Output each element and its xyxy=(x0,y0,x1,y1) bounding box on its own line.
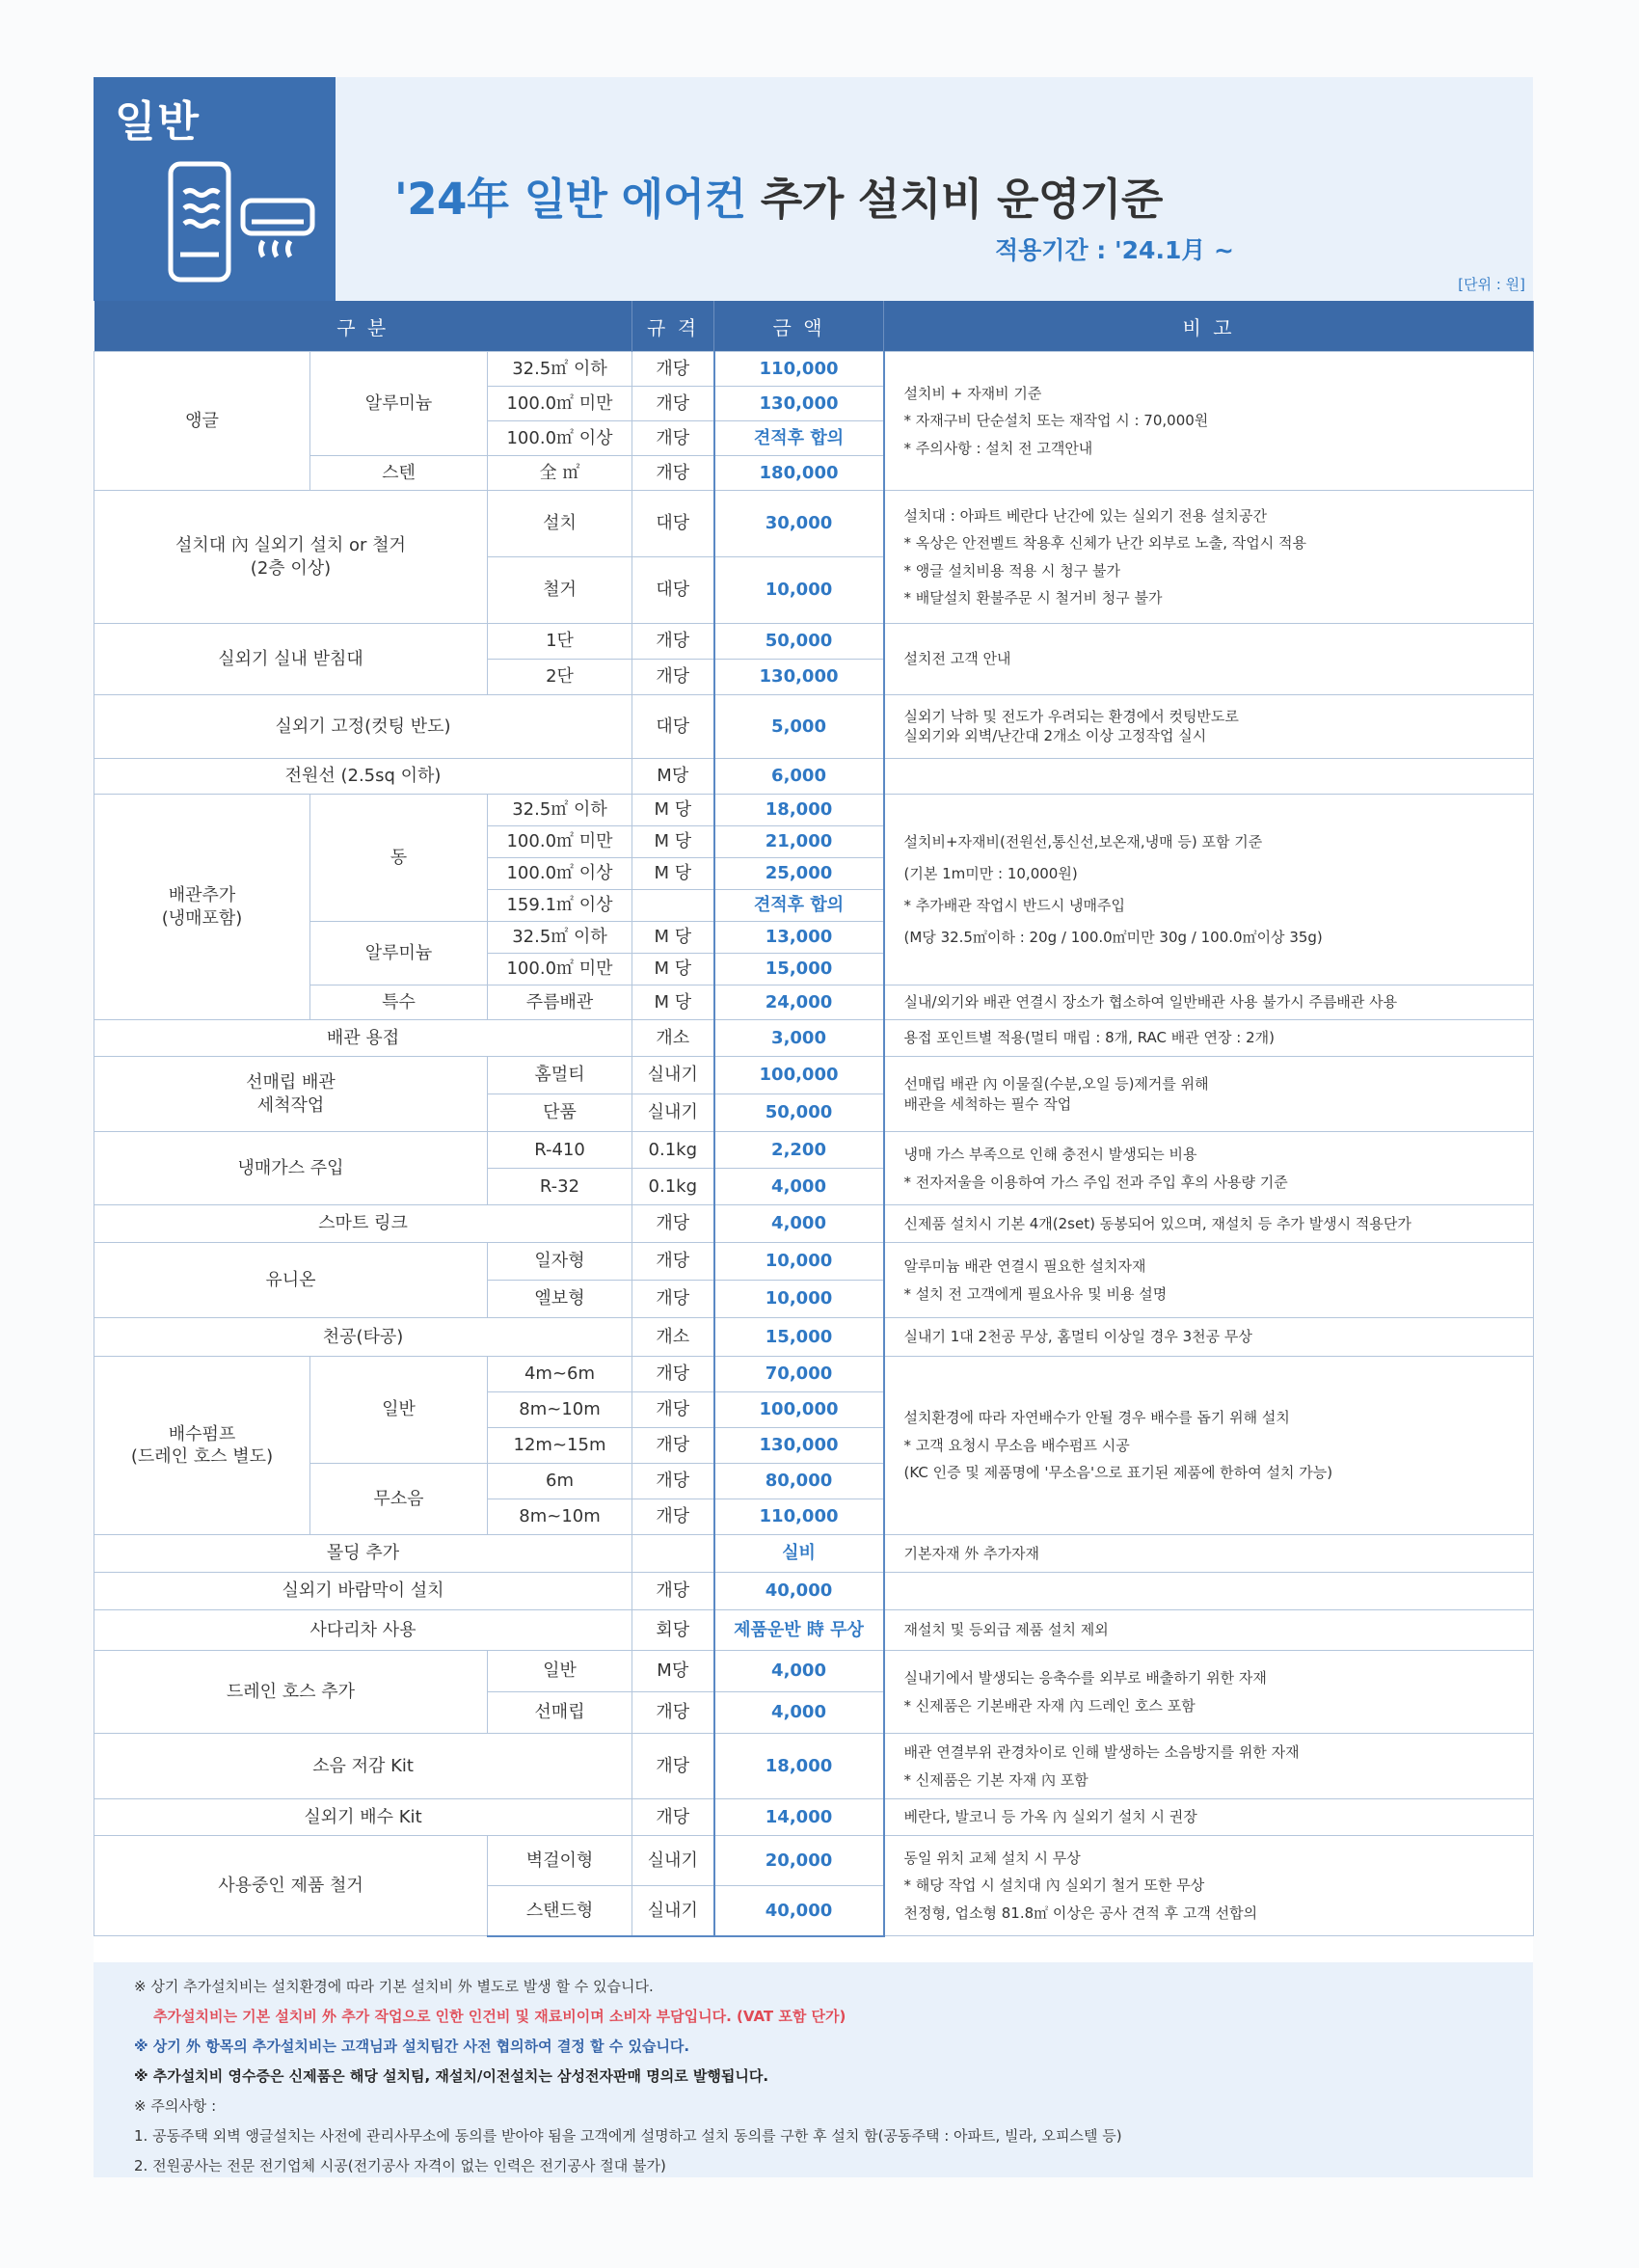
amount-cell: 100,000 xyxy=(714,1057,884,1094)
remarks-cell xyxy=(884,795,1534,986)
amount-cell: 130,000 xyxy=(714,387,884,421)
amount-cell: 견적후 합의 xyxy=(714,890,884,922)
category-line: 선매립 배관 xyxy=(246,1072,336,1094)
amount-cell: 15,000 xyxy=(714,1318,884,1357)
column-header-spec: 규 격 xyxy=(632,301,714,352)
title-rest: 추가 설치비 운영기준 xyxy=(760,174,1163,225)
subcategory-cell: 일반 xyxy=(310,1357,488,1464)
spec-cell: M 당 xyxy=(632,954,714,986)
fee-table xyxy=(94,301,1534,1937)
table-row xyxy=(94,695,1534,759)
air-conditioner-icon xyxy=(243,201,312,256)
subcategory-cell: 알루미늄 xyxy=(310,352,488,456)
item-cell: R-32 xyxy=(488,1169,632,1205)
amount-cell: 10,000 xyxy=(714,1281,884,1318)
spec-cell: 실내기 xyxy=(632,1836,714,1886)
amount-cell: 제품운반 時 무상 xyxy=(714,1610,884,1651)
table-row xyxy=(94,1318,1534,1357)
amount-cell: 110,000 xyxy=(714,1499,884,1535)
remark-line: 냉매 가스 부족으로 인해 충전시 발생되는 비용 xyxy=(903,1146,1197,1163)
size-cell: 32.5㎡ 이하 xyxy=(488,795,632,826)
table-row xyxy=(94,1573,1534,1610)
remark-line: 설치환경에 따라 자연배수가 안될 경우 배수를 돕기 위해 설치 xyxy=(903,1409,1290,1427)
table-row xyxy=(94,1057,1534,1094)
spec-cell: M 당 xyxy=(632,922,714,954)
category-cell: 실외기 바람막이 설치 xyxy=(94,1573,632,1610)
spec-cell: M 당 xyxy=(632,986,714,1020)
item-cell: 철거 xyxy=(488,557,632,624)
spec-cell: 대당 xyxy=(632,491,714,557)
amount-cell: 13,000 xyxy=(714,922,884,954)
remark-line: 동일 위치 교체 설치 시 무상 xyxy=(903,1849,1081,1867)
category-cell: 배관 용접 xyxy=(94,1020,632,1057)
amount-cell: 180,000 xyxy=(714,456,884,491)
amount-cell: 18,000 xyxy=(714,795,884,826)
category-cell: 천공(타공) xyxy=(94,1318,632,1357)
spec-cell: 회당 xyxy=(632,1610,714,1651)
subcategory-cell: 무소음 xyxy=(310,1464,488,1535)
item-cell: 1단 xyxy=(488,624,632,660)
amount-cell: 110,000 xyxy=(714,352,884,387)
spec-cell: 개당 xyxy=(632,1799,714,1836)
category-cell: 전원선 (2.5sq 이하) xyxy=(94,759,632,795)
item-cell: 선매립 xyxy=(488,1692,632,1734)
remark-line: * 해당 작업 시 설치대 內 실외기 철거 또한 무상 xyxy=(903,1876,1205,1895)
amount-cell: 견적후 합의 xyxy=(714,421,884,456)
spec-cell: 개소 xyxy=(632,1318,714,1357)
amount-cell: 10,000 xyxy=(714,557,884,624)
amount-cell: 10,000 xyxy=(714,1243,884,1281)
category-cell: 실외기 고정(컷팅 반도) xyxy=(94,695,632,759)
category-cell xyxy=(94,795,310,1020)
spec-cell: M 당 xyxy=(632,826,714,858)
size-cell: 주름배관 xyxy=(488,986,632,1020)
title-year: '24年 xyxy=(394,174,510,225)
item-cell: 스탠드형 xyxy=(488,1886,632,1936)
spec-cell xyxy=(632,1535,714,1573)
amount-cell: 20,000 xyxy=(714,1836,884,1886)
column-header-amount: 금 액 xyxy=(714,301,884,352)
amount-cell: 4,000 xyxy=(714,1169,884,1205)
footnote: ※ 상기 추가설치비는 설치환경에 따라 기본 설치비 外 별도로 발생 할 수 있습니다. xyxy=(134,1978,654,1995)
remarks-cell: 재설치 및 등외급 제품 설치 제외 xyxy=(884,1610,1534,1651)
spec-cell: 대당 xyxy=(632,695,714,759)
spec-cell: 개당 xyxy=(632,1573,714,1610)
remark-line: * 신제품은 기본배관 자재 內 드레인 호스 포함 xyxy=(903,1696,1196,1714)
category-line: 배수펌프 xyxy=(168,1423,236,1444)
header xyxy=(94,77,1533,301)
spec-cell: 개당 xyxy=(632,1464,714,1499)
remarks-cell: 용접 포인트별 적용(멀티 매립 : 8개, RAC 배관 연장 : 2개) xyxy=(884,1020,1534,1057)
table-row xyxy=(94,491,1534,557)
spec-cell: M 당 xyxy=(632,795,714,826)
spec-cell: 개당 xyxy=(632,387,714,421)
item-cell: 벽걸이형 xyxy=(488,1836,632,1886)
size-cell: 159.1㎡ 이상 xyxy=(488,890,632,922)
amount-cell: 30,000 xyxy=(714,491,884,557)
category-line: (드레인 호스 별도) xyxy=(130,1446,274,1467)
remark-line: 알루미늄 배관 연결시 필요한 설치자재 xyxy=(903,1257,1146,1275)
remarks-cell xyxy=(884,491,1534,624)
amount-cell: 4,000 xyxy=(714,1651,884,1692)
size-cell: 32.5㎡ 이하 xyxy=(488,352,632,387)
remark-line: * 전자저울을 이용하여 가스 주입 전과 주입 후의 사용량 기준 xyxy=(903,1173,1288,1191)
spec-cell: 0.1kg xyxy=(632,1132,714,1169)
category-cell: 유니온 xyxy=(94,1243,488,1318)
footnote-bold: ※ 추가설치비 영수증은 신제품은 해당 설치팀, 재설치/이전설치는 삼성전자판매 명의로 발행됩니다. xyxy=(134,2067,769,2085)
spec-cell: 실내기 xyxy=(632,1057,714,1094)
category-cell: 드레인 호스 추가 xyxy=(94,1651,488,1734)
amount-cell: 100,000 xyxy=(714,1392,884,1428)
footnote: ※ 주의사항 : xyxy=(134,2097,217,2115)
remarks-cell xyxy=(884,1734,1534,1799)
amount-cell: 2,200 xyxy=(714,1132,884,1169)
remarks-cell xyxy=(884,1243,1534,1318)
remark-line: 실내기에서 발생되는 응축수를 외부로 배출하기 위한 자재 xyxy=(903,1669,1267,1687)
amount-cell: 6,000 xyxy=(714,759,884,795)
unit-label: [단위 : 원] xyxy=(1458,276,1525,293)
spec-cell: M당 xyxy=(632,759,714,795)
amount-cell: 25,000 xyxy=(714,858,884,890)
table-row xyxy=(94,1836,1534,1886)
table-row xyxy=(94,624,1534,660)
remarks-cell: 베란다, 발코니 등 가옥 內 실외기 설치 시 권장 xyxy=(884,1799,1534,1836)
table-row xyxy=(94,1020,1534,1057)
spec-cell: 개당 xyxy=(632,1428,714,1464)
remark-line: 설치비+자재비(전원선,통신선,보온재,냉매 등) 포함 기준 xyxy=(903,832,1263,850)
subcategory-cell: 동 xyxy=(310,795,488,922)
table-row xyxy=(94,352,1534,387)
size-cell: 100.0㎡ 미만 xyxy=(488,826,632,858)
size-cell: 100.0㎡ 미만 xyxy=(488,954,632,986)
spec-cell xyxy=(632,890,714,922)
table-row xyxy=(94,1243,1534,1281)
remarks-cell xyxy=(884,1132,1534,1205)
spec-cell: 개당 xyxy=(632,1281,714,1318)
remark-line: 천정형, 업소형 81.8㎡ 이상은 공사 견적 후 고객 선합의 xyxy=(903,1904,1258,1922)
amount-cell: 4,000 xyxy=(714,1205,884,1243)
size-cell: 6m xyxy=(488,1464,632,1499)
category-cell: 소음 저감 Kit xyxy=(94,1734,632,1799)
remarks-cell xyxy=(884,1573,1534,1610)
amount-cell: 실비 xyxy=(714,1535,884,1573)
amount-cell: 50,000 xyxy=(714,1094,884,1132)
spec-cell: 개당 xyxy=(632,660,714,695)
size-cell: 12m~15m xyxy=(488,1428,632,1464)
fee-table-wrap xyxy=(94,301,1533,1937)
column-header-remarks: 비 고 xyxy=(884,301,1534,352)
amount-cell: 18,000 xyxy=(714,1734,884,1799)
category-cell: 스마트 링크 xyxy=(94,1205,632,1243)
remarks-cell xyxy=(884,1651,1534,1734)
item-cell: 홈멀티 xyxy=(488,1057,632,1094)
amount-cell: 4,000 xyxy=(714,1692,884,1734)
remark-line: (기본 1m미만 : 10,000원) xyxy=(903,864,1078,882)
amount-cell: 5,000 xyxy=(714,695,884,759)
footnotes xyxy=(94,1962,1533,2177)
amount-cell: 40,000 xyxy=(714,1573,884,1610)
remark-line: * 추가배관 작업시 반드시 냉매주입 xyxy=(903,896,1125,914)
category-line: 세척작업 xyxy=(256,1094,325,1116)
category-badge xyxy=(94,77,336,301)
footnote: 1. 공동주택 외벽 앵글설치는 사전에 관리사무소에 동의를 받아야 됨을 고객에게 설명하고 설치 동의를 구한 후 설치 함(공동주택 : 아파트, 빌라, 오피스텔 등) xyxy=(134,2127,1122,2145)
item-cell: 일자형 xyxy=(488,1243,632,1281)
table-row xyxy=(94,795,1534,826)
category-cell xyxy=(94,1357,310,1535)
category-cell: 실외기 실내 받침대 xyxy=(94,624,488,695)
category-line: 설치대 內 실외기 설치 or 철거 xyxy=(175,535,406,556)
table-row xyxy=(94,1535,1534,1573)
amount-cell: 40,000 xyxy=(714,1886,884,1936)
subcategory-cell: 알루미늄 xyxy=(310,922,488,986)
category-cell: 사다리차 사용 xyxy=(94,1610,632,1651)
amount-cell: 130,000 xyxy=(714,1428,884,1464)
remarks-cell xyxy=(884,352,1534,491)
footnote: 2. 전원공사는 전문 전기업체 시공(전기공사 자격이 없는 인력은 전기공사 절대 불가) xyxy=(134,2157,666,2174)
amount-cell: 21,000 xyxy=(714,826,884,858)
remarks-cell xyxy=(884,1057,1534,1132)
table-row xyxy=(94,986,1534,1020)
air-conditioner-icons xyxy=(94,77,336,301)
table-header xyxy=(94,301,1534,352)
remarks-cell: 신제품 설치시 기본 4개(2set) 동봉되어 있으며, 재설치 등 추가 발생시 적용단가 xyxy=(884,1205,1534,1243)
category-line: 배관추가 xyxy=(168,885,236,906)
item-cell: 일반 xyxy=(488,1651,632,1692)
spec-cell: 0.1kg xyxy=(632,1169,714,1205)
table-row xyxy=(94,1651,1534,1692)
remark-line: 배관 연결부위 관경차이로 인해 발생하는 소음방지를 위한 자재 xyxy=(903,1743,1300,1761)
table-row xyxy=(94,1799,1534,1836)
spec-cell: 개당 xyxy=(632,1692,714,1734)
size-cell: 8m~10m xyxy=(488,1392,632,1428)
remark-line: * 앵글 설치비용 적용 시 청구 불가 xyxy=(903,561,1120,580)
remark-line: * 주의사항 : 설치 전 고객안내 xyxy=(903,439,1093,457)
remark-line: 실외기와 외벽/난간대 2개소 이상 고정작업 실시 xyxy=(903,726,1207,744)
spec-cell: 실내기 xyxy=(632,1886,714,1936)
spec-cell: 개당 xyxy=(632,352,714,387)
applicable-period: 적용기간 : '24.1月 ~ xyxy=(995,236,1234,264)
spec-cell: 개소 xyxy=(632,1020,714,1057)
size-cell: 100.0㎡ 이상 xyxy=(488,421,632,456)
spec-cell: 실내기 xyxy=(632,1094,714,1132)
remark-line: * 설치 전 고객에게 필요사유 및 비용 설명 xyxy=(903,1284,1168,1303)
spec-cell: 개당 xyxy=(632,1357,714,1392)
table-row xyxy=(94,1734,1534,1799)
category-cell xyxy=(94,1057,488,1132)
size-cell: 100.0㎡ 미만 xyxy=(488,387,632,421)
remarks-cell xyxy=(884,1357,1534,1535)
table-row xyxy=(94,759,1534,795)
category-cell xyxy=(94,491,488,624)
item-cell: 2단 xyxy=(488,660,632,695)
amount-cell: 80,000 xyxy=(714,1464,884,1499)
table-row xyxy=(94,1205,1534,1243)
spec-cell: 개당 xyxy=(632,1734,714,1799)
page-title xyxy=(394,164,1163,227)
table-row xyxy=(94,1610,1534,1651)
spec-cell: 개당 xyxy=(632,1499,714,1535)
remark-line: 실외기 낙하 및 전도가 우려되는 환경에서 컷팅반도로 xyxy=(903,708,1239,725)
remarks-cell xyxy=(884,695,1534,759)
amount-cell: 24,000 xyxy=(714,986,884,1020)
amount-cell: 15,000 xyxy=(714,954,884,986)
subcategory-cell: 특수 xyxy=(310,986,488,1020)
remark-line: * 신제품은 기본 자재 內 포함 xyxy=(903,1770,1088,1789)
category-cell: 실외기 배수 Kit xyxy=(94,1799,632,1836)
title-highlight: 일반 에어컨 xyxy=(524,174,746,225)
remark-line: 선매립 배관 內 이물질(수분,오일 등)제거를 위해 xyxy=(903,1074,1209,1093)
remarks-cell xyxy=(884,759,1534,795)
category-line: (2층 이상) xyxy=(250,557,332,579)
size-cell: 8m~10m xyxy=(488,1499,632,1535)
size-cell: 100.0㎡ 이상 xyxy=(488,858,632,890)
remark-line: 배관을 세척하는 필수 작업 xyxy=(903,1094,1072,1113)
amount-cell: 14,000 xyxy=(714,1799,884,1836)
spec-cell: 개당 xyxy=(632,1243,714,1281)
column-header-category: 구 분 xyxy=(94,301,632,352)
item-cell: 단품 xyxy=(488,1094,632,1132)
size-cell: 4m~6m xyxy=(488,1357,632,1392)
size-cell: 32.5㎡ 이하 xyxy=(488,922,632,954)
item-cell: 엘보형 xyxy=(488,1281,632,1318)
spec-cell: 대당 xyxy=(632,557,714,624)
category-cell: 앵글 xyxy=(94,352,310,491)
document-page xyxy=(94,77,1533,2174)
spec-cell: M 당 xyxy=(632,858,714,890)
remark-line: (KC 인증 및 제품명에 '무소음'으로 표기된 제품에 한하여 설치 가능) xyxy=(903,1464,1333,1482)
remarks-cell: 기본자재 外 추가자재 xyxy=(884,1535,1534,1573)
spec-cell: 개당 xyxy=(632,1392,714,1428)
spec-cell: M당 xyxy=(632,1651,714,1692)
remarks-cell: 실내기 1대 2천공 무상, 홈멀티 이상일 경우 3천공 무상 xyxy=(884,1318,1534,1357)
item-cell: 설치 xyxy=(488,491,632,557)
remark-line: (M당 32.5㎡이하 : 20g / 100.0㎡미만 30g / 100.0㎡이상 35g) xyxy=(903,928,1323,946)
remarks-cell: 실내/외기와 배관 연결시 장소가 협소하여 일반배관 사용 불가시 주름배관 사용 xyxy=(884,986,1534,1020)
category-line: (냉매포함) xyxy=(161,907,243,929)
size-cell: 全 ㎡ xyxy=(488,456,632,491)
spec-cell: 개당 xyxy=(632,456,714,491)
remark-line: * 자재구비 단순설치 또는 재작업 시 : 70,000원 xyxy=(903,412,1209,430)
amount-cell: 3,000 xyxy=(714,1020,884,1057)
remarks-cell: 설치전 고객 안내 xyxy=(884,624,1534,695)
footnote-highlight: ※ 상기 外 항목의 추가설치비는 고객님과 설치팀간 사전 협의하여 결정 할 수 있습니다. xyxy=(134,2038,690,2055)
item-cell: R-410 xyxy=(488,1132,632,1169)
amount-cell: 70,000 xyxy=(714,1357,884,1392)
spec-cell: 개당 xyxy=(632,624,714,660)
table-row xyxy=(94,1132,1534,1169)
badge-label: 일반 xyxy=(115,97,202,147)
wall-unit-icon xyxy=(171,164,228,280)
table-row xyxy=(94,1357,1534,1392)
category-cell: 몰딩 추가 xyxy=(94,1535,632,1573)
remark-line: * 고객 요청시 무소음 배수펌프 시공 xyxy=(903,1436,1130,1454)
amount-cell: 130,000 xyxy=(714,660,884,695)
remark-line: * 배달설치 환불주문 시 철거비 청구 불가 xyxy=(903,589,1163,607)
remark-line: * 옥상은 안전벨트 착용후 신체가 난간 외부로 노출, 작업시 적용 xyxy=(903,534,1306,552)
category-cell: 사용중인 제품 철거 xyxy=(94,1836,488,1936)
footnote-warning: 추가설치비는 기본 설치비 外 추가 작업으로 인한 인건비 및 재료비이며 소비자 부담입니다. (VAT 포함 단가) xyxy=(153,2008,846,2025)
spec-cell: 개당 xyxy=(632,421,714,456)
subcategory-cell: 스텐 xyxy=(310,456,488,491)
remark-line: 설치대 : 아파트 베란다 난간에 있는 실외기 전용 설치공간 xyxy=(903,506,1267,525)
category-cell: 냉매가스 주입 xyxy=(94,1132,488,1205)
remark-line: 설치비 + 자재비 기준 xyxy=(903,384,1042,402)
remarks-cell xyxy=(884,1836,1534,1936)
amount-cell: 50,000 xyxy=(714,624,884,660)
spec-cell: 개당 xyxy=(632,1205,714,1243)
